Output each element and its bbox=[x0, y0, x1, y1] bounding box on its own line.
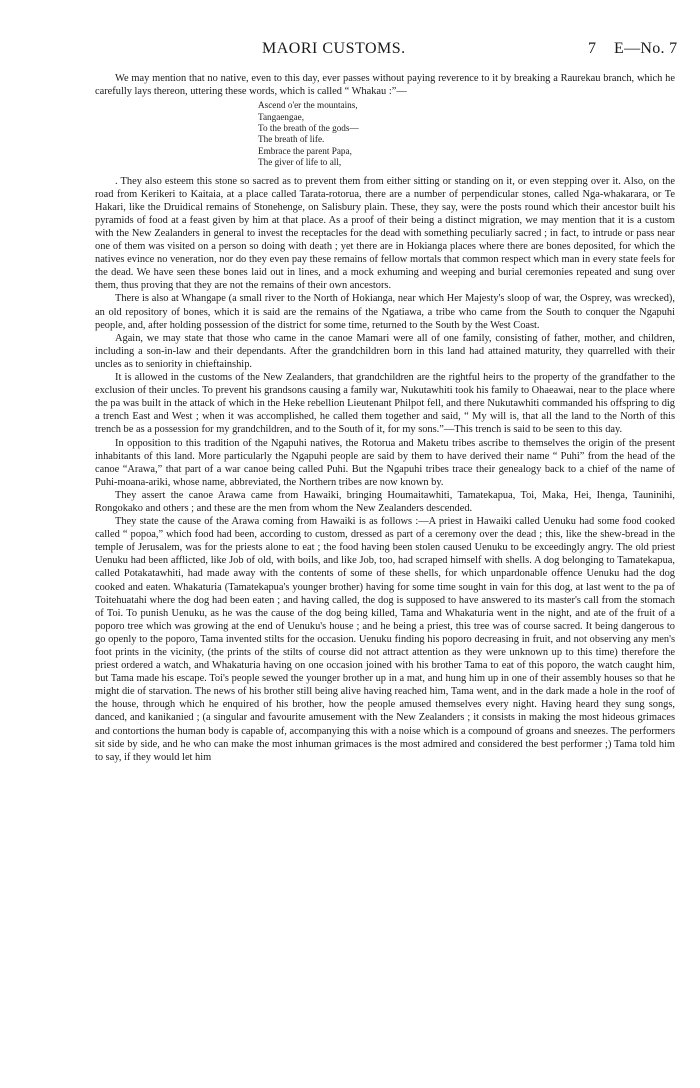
whakau-poem bbox=[258, 100, 675, 168]
poem-line: To the breath of the gods— bbox=[258, 123, 359, 133]
page-header bbox=[0, 40, 700, 62]
poem-line: The giver of life to all, bbox=[258, 157, 342, 168]
page-title: MAORI CUSTOMS. bbox=[262, 40, 406, 57]
paragraph-arawa-cause: They state the cause of the Arawa coming from Hawaiki is as follows :—A priest in Hawaiki called Uenuku had some food cooked called “ popoa,” which food had been, according to custom, dressed as part of a ceremony over the dead ; this, like the shew-bread in the temple of Jerusalem, was for the priests alone to eat ; the food having been stolen caused Uenuku to be exceedingly angry. The old priest Uenuku had been afflicted, like Job of old, with boils, and like Job, too, had scraped himself with shells. A dog belonging to Tamatekapua, called Potakatawhiti, had made away with the contents of some of these shells, for which unpardonable offence Uenuku had the dog cooked and eaten. Whakaturia (Tamatekapua's younger brother) having for some time sought in vain for this dog, at last went to the pa of Toitehuatahi where the dog had been eaten ; and having called, the dog is supposed to have answered to its master's call from the stomach of Toi. To punish Uenuku, as he was the cause of the dog being killed, Tama and Whakaturia went in the night, and ate of the fruit of a poporo tree which was growing at the end of Uenuku's house ; and he being a priest, this tree was of course sacred. It being dangerous to go openly to the poporo, Tama invented stilts for the occasion. Uenuku finding his poporo decreasing in fruit, and not observing any men's foot prints in the vicinity, (the prints of the stilts of course did not attract attention as they were unknown up to this time) therefore the priest ordered a watch, and Whakaturia having on one occasion joined with his brother Tama to eat of this poporo, the watch caught him, but Tama made his escape. Toi's people sewed the younger brother up in a mat, and hung him up in one of their assembly houses so that he might die of starvation. The news of his brother still being alive having reached him, Tama went, and in the dark made a hole in the roof of the house, through which he enquired of his brother, how the people amused themselves every night. Having heard they sung songs, danced, and kanikanied ; (a singular and favourite amusement with the New Zealanders ; it consists in making the most hideous grimaces and contortions the human body is capable of, accompanying this with a noise which is a compound of groans and sneezes. The performers sit side by side, and he who can make the most inhuman grimaces is the most admired and considered the best performer ;) Tama told him to say, if they would let him bbox=[95, 516, 675, 763]
poem-line: Tangaengae, bbox=[258, 111, 305, 122]
paragraph-mamari-canoe: Again, we may state that those who came in the canoe Mamari were all of one family, consisting of father, mother, and children, including a son-in-law and their dependants. After the grandchildren born in this land had attained maturity, they quarrelled with their uncles as to seniority in chieftainship. bbox=[95, 332, 675, 370]
paragraph-whangape: There is also at Whangape (a small river to the North of Hokianga, near which Her Majesty's sloop of war, the Osprey, was wrecked), an old repository of bones, which it is said are the remains of the Ngatiawa, a tribe who came from the South to conquer the Ngapuhi people, and, after holding possession of the district for some time, returned to the South by the West Coast. bbox=[95, 293, 675, 331]
poem-line: Ascend o'er the mountains, bbox=[258, 100, 358, 111]
page-number: 7 bbox=[588, 40, 596, 57]
paragraph-rotorua-maketu: In opposition to this tradition of the Ngapuhi natives, the Rotorua and Maketu tribes ascribe to themselves the origin of the present inhabitants of this land. More particularly the Ngapuhi people are said by them to have derived their name “ Puhi” from the head of the canoe “Arawa,” that part of a war canoe being called Puhi. But the Ngapuhi tribes trace their genealogy back to a chief of the name of Puhi-moana-ariki, whose name, abbreviated, the Northern tribes are now known by. bbox=[95, 437, 675, 488]
document-reference: E—No. 7 bbox=[614, 40, 678, 57]
paragraph-whakau-intro: We may mention that no native, even to this day, ever passes without paying reverence to it by breaking a Raurekau branch, which he carefully lays thereon, uttering these words, which is called “ Whakau :”— bbox=[95, 73, 675, 98]
paragraph-grandchildren-heirs: It is allowed in the customs of the New Zealanders, that grandchildren are the rightful heirs to the property of the grandfather to the exclusion of their uncles. To prevent his grandsons causing a family war, Nukutawhiti took his family to Ohaeawai, near to the place where the pa was built in the attack of which in the Heke rebellion Lieutenant Philpot fell, and there Nukutawhiti commanded his offspring to dig a trench East and West ; when it was accomplished, he called them together and said, “ My will is, that all the land to the North of this trench be as a possession for my grandchildren, and to the South of it, for my sons.”—This trench is said to be seen to this day. bbox=[95, 372, 675, 436]
poem-line: Embrace the parent Papa, bbox=[258, 145, 352, 156]
document-body bbox=[95, 72, 675, 764]
poem-line: The breath of life. bbox=[258, 134, 325, 145]
paragraph-arawa-canoe: They assert the canoe Arawa came from Hawaiki, bringing Houmaitawhiti, Tamatekapua, Toi, Maka, Hei, Ihenga, Tauninihi, Rongokako and others ; and these are the men from whom the New Zealanders descended. bbox=[95, 489, 675, 514]
paragraph-sacred-stone: . They also esteem this stone so sacred as to prevent them from either sitting or standing on it, or even stepping over it. Also, on the road from Kerikeri to Kaitaia, at a place called Tarata-rotorua, there are a number of perpendicular stones, called Nga-whakarara, or Te Hakari, like the Druidical remains of Stonehenge, on Salisbury plain. These, they say, were the posts round which their ancestor built his pyramids of food at a feast given by him at that place. As a proof of their being a distinct migration, we may mention that it is a custom with the New Zealanders in general to invest the receptacles for the dead with something peculiarly sacred ; in fact, to intrude or pass near one of them was visited on a person so doing with death ; yet there are in Hokianga places where there are bones deposited, for which the natives evince no veneration, nor do they even pay these remains of fellow mortals that common respect which man in every state feels for the dead. We have seen these bones laid out in lines, and a mock exhuming and weeping and burial ceremonies repeated and sung over them, thus proving that they are not the remains of their own ancestors. bbox=[95, 175, 675, 292]
